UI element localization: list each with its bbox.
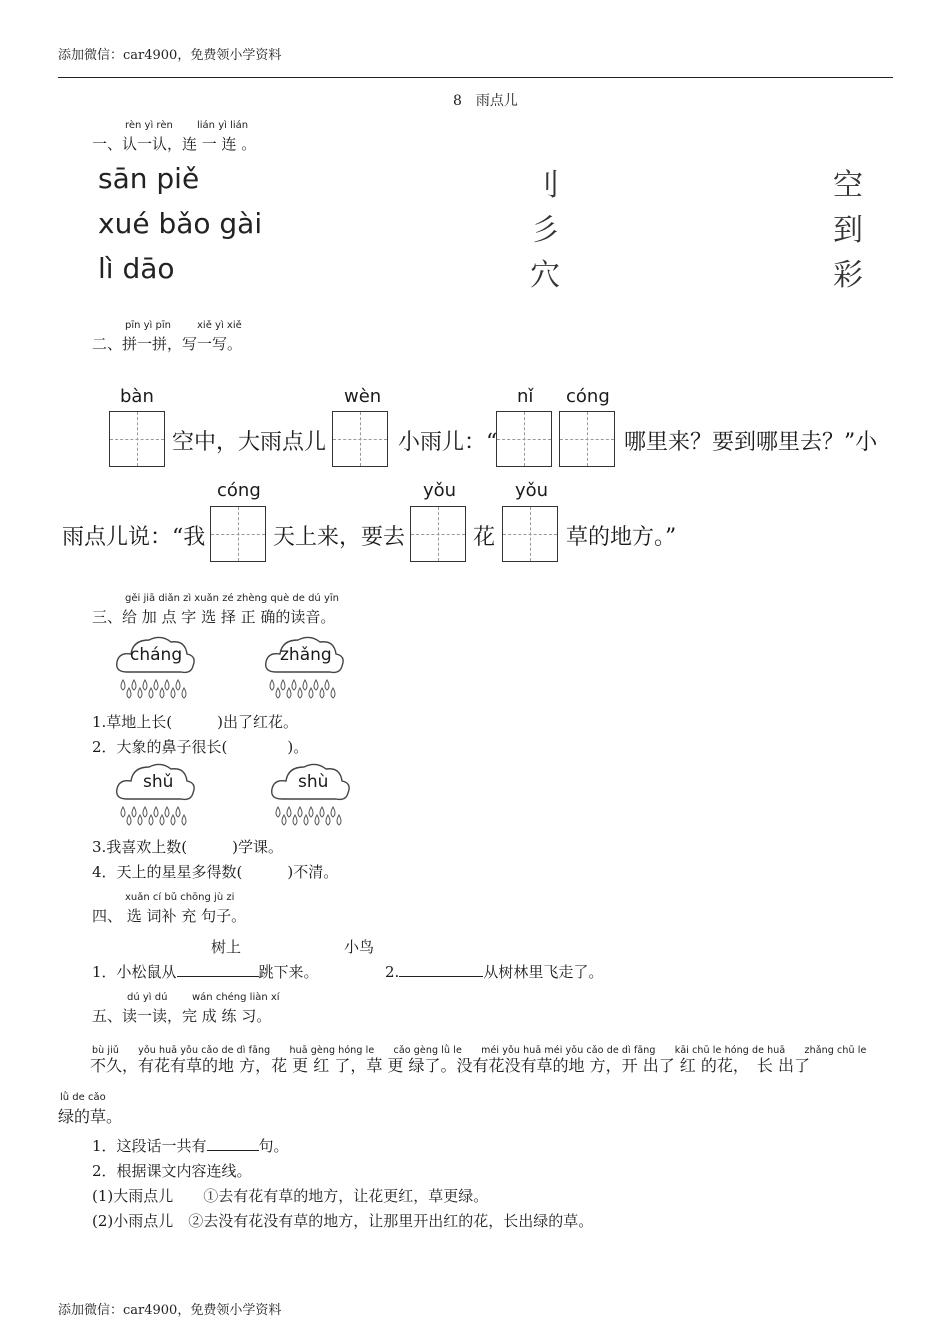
s5-q2: 2．根据课文内容连线。 — [92, 1162, 252, 1180]
s1-left-2: xué bǎo gài — [98, 207, 263, 240]
s5-pinyin-b: wán chéng liàn xí — [192, 992, 280, 1003]
lesson-title: 8 雨点儿 — [453, 93, 518, 109]
s3-item-3: 3.我喜欢上数( )学课。 — [92, 838, 284, 856]
cloud-pinyin: shǔ — [143, 772, 174, 792]
s4-q1 — [92, 961, 319, 982]
s5-q1-suffix: 句。 — [258, 1137, 289, 1155]
s5-passage-line-2: 绿的草。 — [58, 1107, 123, 1126]
writing-grid-4[interactable] — [559, 411, 615, 467]
cloud-pinyin: cháng — [130, 645, 183, 665]
s2-l1-py2: wèn — [344, 386, 382, 407]
s2-l1-py4: cóng — [566, 386, 610, 407]
s1-pinyin-b: lián yì lián — [197, 120, 249, 131]
s1-mid-2: 彡 — [530, 213, 560, 248]
writing-grid-1[interactable] — [109, 411, 165, 467]
s2-l2-text1: 天上来，要去 — [273, 525, 406, 550]
s3-pinyin: gěi jiā diǎn zì xuǎn zé zhèng què de dú yīn — [125, 593, 339, 604]
s5-q1 — [92, 1135, 289, 1156]
rain-cloud-zhang — [262, 630, 346, 700]
cloud-icon — [113, 630, 197, 700]
s1-mid-1: 刂 — [530, 168, 560, 203]
s2-l2-text0: 雨点儿说：“我 — [62, 525, 206, 550]
cloud-icon — [113, 757, 197, 827]
rain-cloud-cheng — [113, 630, 197, 700]
s3-item-1: 1.草地上长( )出了红花。 — [92, 713, 299, 731]
s2-l2-text2: 花 — [473, 525, 496, 550]
s1-pinyin-a: rèn yì rèn — [125, 120, 173, 131]
s2-l2-py2: yǒu — [423, 480, 457, 501]
s3-item-4: 4．天上的星星多得数( )不清。 — [92, 863, 339, 881]
s3-heading: 三、给 加 点 字 选 择 正 确的读音。 — [92, 608, 336, 626]
s4-q1-suffix: 跳下来。 — [258, 963, 319, 981]
s1-heading: 一、认一认，连 一 连 。 — [92, 135, 257, 153]
cloud-icon — [268, 757, 352, 827]
s3-item-2: 2．大象的鼻子很长( )。 — [92, 738, 309, 756]
s4-q2-blank[interactable] — [399, 976, 483, 977]
s1-right-1: 空 — [833, 168, 863, 203]
s4-word-2: 小鸟 — [344, 938, 375, 956]
s2-pinyin-b: xiě yì xiě — [197, 320, 242, 331]
s5-q2-option-b: (2)小雨点儿 ②去没有花没有草的地方，让那里开出红的花，长出绿的草。 — [92, 1212, 594, 1230]
s2-l1-py3: nǐ — [517, 386, 534, 407]
cloud-icon — [262, 630, 346, 700]
rain-cloud-shu3 — [113, 757, 197, 827]
s2-l1-text3: 哪里来？要到哪里去？”小 — [624, 430, 878, 455]
s5-pinyin-a: dú yì dú — [127, 992, 168, 1003]
s2-l2-text3: 草的地方。” — [566, 525, 677, 550]
s4-q1-prefix: 1．小松鼠从 — [92, 963, 177, 981]
s2-l1-text1: 空中，大雨点儿 — [172, 430, 327, 455]
s1-right-3: 彩 — [833, 258, 863, 293]
cloud-pinyin: shù — [298, 772, 329, 792]
s4-heading: 四、 选 词补 充 句子。 — [92, 907, 247, 925]
s4-word-1: 树上 — [211, 938, 242, 956]
writing-grid-2[interactable] — [332, 411, 388, 467]
s1-mid-3: 穴 — [530, 258, 560, 293]
s5-q2-option-a: (1)大雨点儿 ①去有花有草的地方，让花更红，草更绿。 — [92, 1187, 489, 1205]
s5-passage-line-1: 不久，有花有草的地 方，花 更 红 了，草 更 绿了。没有花没有草的地 方，开 出了 红 的花， 长 出了 — [90, 1056, 810, 1075]
s5-heading: 五、读一读，完 成 练 习。 — [92, 1007, 272, 1025]
s1-left-1: sān piě — [98, 162, 200, 195]
s5-passage-pinyin-1: bù jiǔ yǒu huā yǒu cǎo de dì fāng huā gèng hóng le cǎo gèng lǜ le méi yǒu huā méi yǒu cǎo de dì fāng kāi chū le hóng de huā zhǎng chū le — [92, 1045, 867, 1056]
cloud-pinyin: zhǎng — [280, 645, 332, 665]
header-watermark: 添加微信：car4900，免费领小学资料 — [58, 48, 282, 63]
header-rule — [58, 77, 893, 78]
s4-q2-suffix: 从树林里飞走了。 — [483, 963, 604, 981]
s2-heading: 二、拼一拼，写一写。 — [92, 335, 243, 353]
footer-watermark: 添加微信：car4900，免费领小学资料 — [58, 1303, 282, 1318]
s2-l1-py1: bàn — [120, 386, 154, 407]
writing-grid-6[interactable] — [410, 506, 466, 562]
s4-q2 — [385, 961, 603, 982]
s2-l2-py3: yǒu — [515, 480, 549, 501]
s2-l1-text2: 小雨儿：“ — [398, 430, 498, 455]
s1-left-3: lì dāo — [98, 252, 175, 285]
s4-q1-blank[interactable] — [177, 976, 259, 977]
s2-pinyin-a: pīn yì pīn — [125, 320, 171, 331]
writing-grid-5[interactable] — [210, 506, 266, 562]
s5-passage-pinyin-2: lǜ de cǎo — [60, 1092, 106, 1103]
s1-right-2: 到 — [833, 213, 863, 248]
s4-q2-prefix: 2. — [385, 963, 400, 981]
s5-q1-prefix: 1．这段话一共有 — [92, 1137, 207, 1155]
writing-grid-7[interactable] — [502, 506, 558, 562]
s5-q1-blank[interactable] — [207, 1150, 259, 1151]
s2-l2-py1: cóng — [217, 480, 261, 501]
s4-pinyin: xuǎn cí bǔ chōng jù zi — [125, 892, 235, 903]
rain-cloud-shu4 — [268, 757, 352, 827]
writing-grid-3[interactable] — [496, 411, 552, 467]
